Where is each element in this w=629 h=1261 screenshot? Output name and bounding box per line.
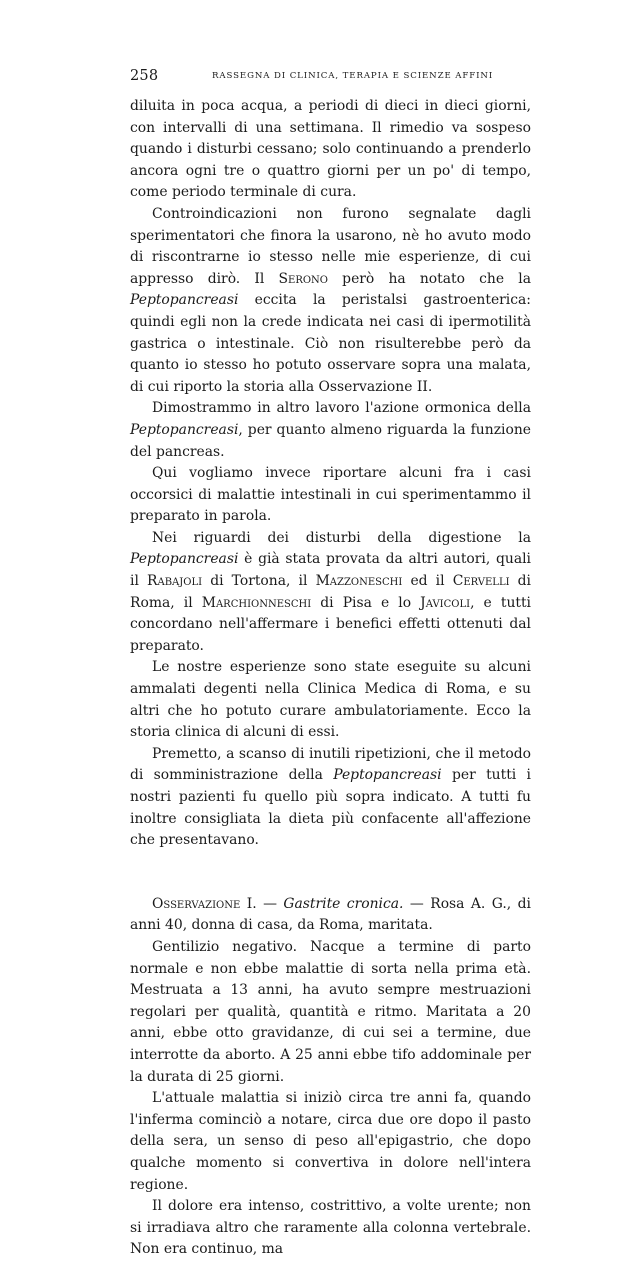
paragraph-hormonal-action: Dimostrammo in altro lavoro l'azione ormonica della Peptopancreasi, per quanto almeno riguarda la funzione del pancreas.	[130, 400, 531, 460]
paragraph-onset: L'attuale malattia si iniziò circa tre anni fa, quando l'inferma cominciò a notare, circa due ore dopo il pasto della sera, un senso di peso all'epigastrio, che dopo qualche momento si convertiva in dolore nell'intera regione.	[130, 1090, 531, 1193]
observation-label: Osservazione I.	[152, 895, 257, 912]
running-title: RASSEGNA DI CLINICA, TERAPIA E SCIENZE AFFINI	[212, 71, 494, 81]
author-name: Marchionneschi	[201, 594, 312, 611]
author-name: Javicoli	[420, 594, 471, 611]
author-name: Rabajoli	[147, 573, 203, 590]
page-number: 258	[130, 68, 159, 84]
paragraph-history: Gentilizio negativo. Nacque a termine di parto normale e non ebbe malattie di sorta nella prima età. Mestruata a 13 anni, ha avuto sempre mestruazioni regolari per qualità, quantità e ritmo. Maritata a 20 anni, ebbe otto gravidanze, di cui sei a termine, due interrotte da aborto. A 25 anni ebbe tifo addominale per la durata di 25 giorni.	[130, 938, 531, 1085]
paragraph-pain: Il dolore era intenso, costrittivo, a volte urente; non si irradiava altro che raramente alla colonna vertebrale. Non era continuo, ma	[130, 1198, 531, 1258]
observation-title: Gastrite cronica.	[283, 895, 404, 912]
author-name: Mazzoneschi	[315, 573, 403, 590]
drug-name: Peptopancreasi	[130, 292, 239, 309]
observation-heading: Osservazione I. — Gastrite cronica. — Rosa A. G., di anni 40, donna di casa, da Roma, maritata.	[130, 895, 531, 934]
drug-name: Peptopancreasi	[130, 421, 239, 438]
drug-name: Peptopancreasi	[130, 551, 239, 568]
author-name: Cervelli	[452, 573, 510, 590]
drug-name: Peptopancreasi	[333, 767, 442, 784]
page-body	[130, 96, 531, 1261]
paragraph-experiences: Le nostre esperienze sono state eseguite su alcuni ammalati degenti nella Clinica Medica di Roma, e su altri che ho potuto curare ambulatoriamente. Ecco la storia clinica di alcuni di essi.	[130, 659, 531, 741]
paragraph-other-authors: Nei riguardi dei disturbi della digestione la Peptopancreasi è già stata provata da altri autori, quali il Rabajoli di Tortona, il Mazzoneschi ed il Cervelli di Roma, il Marchionneschi di Pisa e lo Javicoli, e tutti concordano nell'affermare i benefici effetti ottenuti dal preparato.	[130, 529, 531, 654]
page-header	[130, 68, 530, 84]
paragraph-continuation: diluita in poca acqua, a periodi di dieci in dieci giorni, con intervalli di una settimana. Il rimedio va sospeso quando i disturbi cessano; solo continuando a prenderlo ancora ogni tre o quattro giorni per un po' di tempo, come periodo terminale di cura.	[130, 98, 531, 201]
paragraph-contraindications: Controindicazioni non furono segnalate dagli sperimentatori che finora la usarono, nè ho avuto modo di riscontrarne io stesso nelle mie esperienze, di cui appresso dirò. Il Serono però ha notato che la Peptopancreasi eccita la peristalsi gastroenterica: quindi egli non la crede indicata nei casi di ipermotilità gastrica o intestinale. Ciò non risulterebbe però da quanto io stesso ho potuto osservare sopra una malata, di cui riporto la storia alla Osservazione II.	[130, 205, 531, 395]
author-name: Serono	[278, 270, 328, 287]
paragraph-cases-intro: Qui vogliamo invece riportare alcuni fra i casi occorsici di malattie intestinali in cui sperimentammo il preparato in parola.	[130, 465, 531, 525]
paragraph-method: Premetto, a scanso di inutili ripetizioni, che il metodo di somministrazione della Peptopancreasi per tutti i nostri pazienti fu quello più sopra indicato. A tutti fu inoltre consigliata la dieta più confacente all'affezione che presentavano.	[130, 745, 531, 849]
